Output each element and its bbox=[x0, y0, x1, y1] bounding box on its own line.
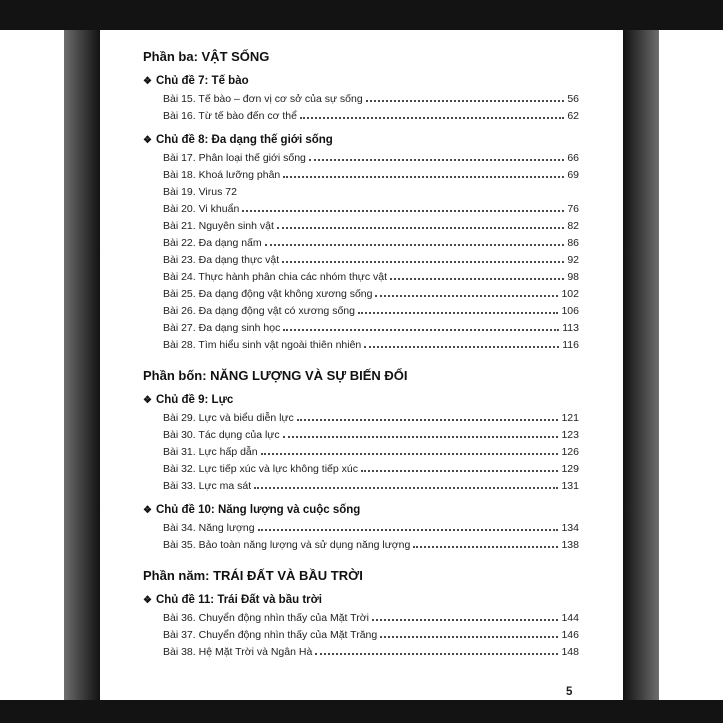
toc-entry bbox=[143, 410, 579, 427]
dotted-leader bbox=[283, 436, 559, 438]
toc-entry-page: 126 bbox=[561, 446, 579, 458]
toc-entry-page: 121 bbox=[561, 412, 579, 424]
dotted-leader bbox=[366, 100, 565, 102]
toc-entry-label: Bài 24. Thực hành phân chia các nhóm thực vật bbox=[163, 271, 387, 283]
toc-entry-page: 98 bbox=[567, 271, 579, 283]
toc-entry bbox=[143, 444, 579, 461]
dotted-leader bbox=[364, 346, 559, 348]
topic-heading-label: Chủ đề 11: Trái Đất và bầu trời bbox=[155, 594, 322, 606]
toc-entry-label: Bài 30. Tác dụng của lực bbox=[163, 429, 280, 441]
diamond-bullet-icon: ❖ bbox=[143, 135, 152, 146]
part-heading: Phần năm: TRÁI ĐẤT VÀ BẦU TRỜI bbox=[143, 568, 363, 583]
dotted-leader bbox=[315, 653, 558, 655]
toc-entry-label: Bài 20. Vi khuẩn bbox=[163, 203, 240, 215]
toc-entry-page: 76 bbox=[567, 203, 579, 215]
toc-entry-label: Bài 35. Bảo toàn năng lượng và sử dụng năng lượng bbox=[163, 539, 411, 551]
topic-heading-label: Chủ đề 9: Lực bbox=[155, 394, 234, 406]
toc-entry-label: Bài 27. Đa dạng sinh học bbox=[163, 322, 281, 334]
toc-entry-label: Bài 26. Đa dạng động vật có xương sống bbox=[163, 305, 355, 317]
toc-entry-page: 66 bbox=[567, 152, 579, 164]
toc-entry bbox=[143, 337, 579, 354]
dotted-leader bbox=[309, 159, 564, 161]
toc-entry bbox=[143, 235, 579, 252]
dotted-leader bbox=[254, 487, 558, 489]
dotted-leader bbox=[300, 117, 564, 119]
toc-entry-page: 62 bbox=[567, 110, 579, 122]
dotted-leader bbox=[282, 261, 564, 263]
toc-entry bbox=[143, 201, 579, 218]
topic-heading bbox=[143, 502, 579, 518]
toc-entry bbox=[143, 108, 579, 125]
diamond-bullet-icon: ❖ bbox=[143, 395, 152, 406]
toc-entry bbox=[143, 167, 579, 184]
toc-entry-page: 56 bbox=[567, 93, 579, 105]
toc-entry-label: Bài 19. Virus 72 bbox=[163, 186, 237, 198]
dotted-leader bbox=[283, 176, 564, 178]
toc-entry bbox=[143, 610, 579, 627]
dotted-leader bbox=[380, 636, 558, 638]
dotted-leader bbox=[242, 210, 564, 212]
toc-entry-page: 82 bbox=[567, 220, 579, 232]
toc-entry bbox=[143, 644, 579, 661]
toc-entry-page: 86 bbox=[567, 237, 579, 249]
toc-entry bbox=[143, 252, 579, 269]
toc-entry-label: Bài 25. Đa dạng động vật không xương sống bbox=[163, 288, 373, 300]
dotted-leader bbox=[297, 419, 559, 421]
dotted-leader bbox=[361, 470, 558, 472]
toc-entry-label: Bài 38. Hệ Mặt Trời và Ngân Hà bbox=[163, 646, 313, 658]
toc-entry-label: Bài 23. Đa dạng thực vật bbox=[163, 254, 280, 266]
diamond-bullet-icon: ❖ bbox=[143, 76, 152, 87]
right-page-shadow bbox=[623, 30, 659, 700]
part-heading: Phần bốn: NĂNG LƯỢNG VÀ SỰ BIẾN ĐỔI bbox=[143, 368, 408, 383]
toc-entry-page: 116 bbox=[562, 339, 579, 351]
toc-entry-label: Bài 33. Lực ma sát bbox=[163, 480, 252, 492]
toc-entry-page: 123 bbox=[561, 429, 579, 441]
toc-entry bbox=[143, 427, 579, 444]
toc-entry bbox=[143, 150, 579, 167]
toc-entry bbox=[143, 537, 579, 554]
topic-heading bbox=[143, 592, 579, 608]
toc-entry bbox=[143, 269, 579, 286]
toc-entry bbox=[143, 184, 579, 201]
dotted-leader bbox=[390, 278, 564, 280]
toc-entry-page: 131 bbox=[561, 480, 579, 492]
left-page-shadow bbox=[64, 30, 100, 700]
toc-entry-label: Bài 21. Nguyên sinh vật bbox=[163, 220, 274, 232]
toc-entry-label: Bài 15. Tế bào – đơn vị cơ sở của sự sống bbox=[163, 93, 363, 105]
toc-entry-page: 134 bbox=[561, 522, 579, 534]
toc-entry bbox=[143, 91, 579, 108]
dotted-leader bbox=[358, 312, 559, 314]
page-number: 5 bbox=[566, 686, 573, 698]
topic-heading-label: Chủ đề 8: Đa dạng thế giới sống bbox=[155, 134, 333, 146]
toc-entry-label: Bài 16. Từ tế bào đến cơ thể bbox=[163, 110, 297, 122]
toc-entry-label: Bài 28. Tìm hiểu sinh vật ngoài thiên nhiên bbox=[163, 339, 362, 351]
toc-entry bbox=[143, 218, 579, 235]
dotted-leader bbox=[265, 244, 565, 246]
toc-entry-label: Bài 29. Lực và biểu diễn lực bbox=[163, 412, 294, 424]
toc-entry-page: 69 bbox=[567, 169, 579, 181]
toc-entry bbox=[143, 320, 579, 337]
toc-entry-page: 113 bbox=[562, 322, 579, 334]
topic-heading bbox=[143, 132, 579, 148]
toc-entry bbox=[143, 286, 579, 303]
toc-entry-label: Bài 31. Lực hấp dẫn bbox=[163, 446, 258, 458]
toc-entry-label: Bài 37. Chuyển động nhìn thấy của Mặt Trăng bbox=[163, 629, 378, 641]
toc-entry-page: 92 bbox=[567, 254, 579, 266]
toc-entry bbox=[143, 520, 579, 537]
topic-heading-label: Chủ đề 7: Tế bào bbox=[155, 75, 249, 87]
toc-entry-page: 144 bbox=[561, 612, 579, 624]
toc-entry-label: Bài 18. Khoá lưỡng phân bbox=[163, 169, 281, 181]
toc-entry-page: 129 bbox=[561, 463, 579, 475]
toc-entry-page: 106 bbox=[561, 305, 579, 317]
bottom-letterbox-bar bbox=[0, 700, 723, 723]
dotted-leader bbox=[375, 295, 558, 297]
toc-entry bbox=[143, 461, 579, 478]
dotted-leader bbox=[413, 546, 558, 548]
dotted-leader bbox=[372, 619, 559, 621]
diamond-bullet-icon: ❖ bbox=[143, 505, 152, 516]
toc-entry-label: Bài 17. Phân loại thế giới sống bbox=[163, 152, 306, 164]
toc-entry-page: 102 bbox=[561, 288, 579, 300]
dotted-leader bbox=[277, 227, 564, 229]
toc-entry-label: Bài 36. Chuyển động nhìn thấy của Mặt Trời bbox=[163, 612, 369, 624]
toc-list bbox=[143, 48, 579, 661]
dotted-leader bbox=[258, 529, 559, 531]
topic-heading-label: Chủ đề 10: Năng lượng và cuộc sống bbox=[155, 504, 361, 516]
top-letterbox-bar bbox=[0, 0, 723, 30]
toc-entry-label: Bài 32. Lực tiếp xúc và lực không tiếp xúc bbox=[163, 463, 358, 475]
toc-entry-page: 146 bbox=[561, 629, 579, 641]
diamond-bullet-icon: ❖ bbox=[143, 595, 152, 606]
toc-entry-page: 148 bbox=[561, 646, 579, 658]
topic-heading bbox=[143, 392, 579, 408]
toc-entry bbox=[143, 303, 579, 320]
part-heading: Phần ba: VẬT SỐNG bbox=[143, 49, 270, 64]
topic-heading bbox=[143, 73, 579, 89]
toc-entry bbox=[143, 627, 579, 644]
dotted-leader bbox=[283, 329, 559, 331]
toc-entry-page: 138 bbox=[561, 539, 579, 551]
toc-entry-label: Bài 34. Năng lượng bbox=[163, 522, 255, 534]
dotted-leader bbox=[261, 453, 559, 455]
toc-entry bbox=[143, 478, 579, 495]
toc-entry-label: Bài 22. Đa dạng nấm bbox=[163, 237, 262, 249]
